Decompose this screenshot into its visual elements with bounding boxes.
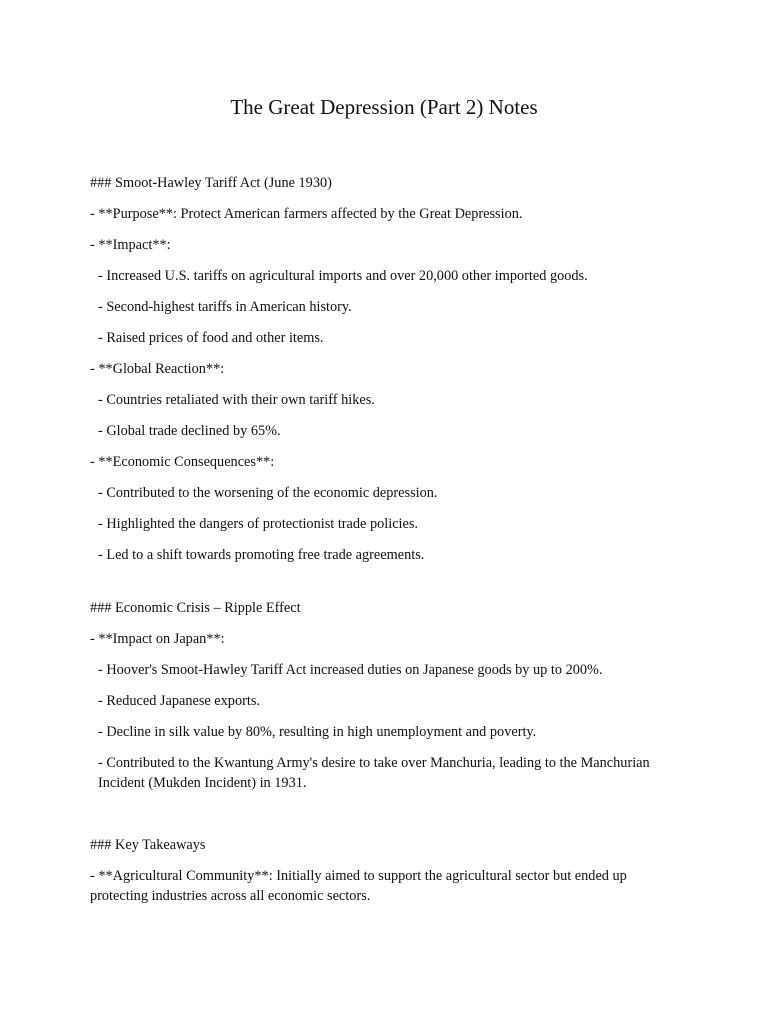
sub-bullet-increased-tariffs: - Increased U.S. tariffs on agricultural imports and over 20,000 other imported goods. [98,268,588,284]
section-heading-smoot-hawley: ### Smoot-Hawley Tariff Act (June 1930) [90,175,332,191]
bullet-global-reaction: - **Global Reaction**: [90,361,225,377]
sub-bullet-silk-decline: - Decline in silk value by 80%, resulting in high unemployment and poverty. [98,724,537,740]
document-body [90,173,680,917]
bullet-agricultural-community: - **Agricultural Community**: Initially aimed to support the agricultural sector but ended up protecting industries across all economic sectors. [90,868,631,904]
sub-bullet-retaliation: - Countries retaliated with their own tariff hikes. [98,392,375,408]
sub-bullet-reduced-exports: - Reduced Japanese exports. [98,693,260,709]
document-title: The Great Depression (Part 2) Notes [230,95,538,119]
section-heading-ripple-effect: ### Economic Crisis – Ripple Effect [90,600,301,616]
bullet-economic-consequences: - **Economic Consequences**: [90,454,275,470]
bullet-impact: - **Impact**: [90,237,171,253]
section-spacer [90,813,680,835]
sub-bullet-second-highest: - Second-highest tariffs in American history. [98,299,352,315]
bullet-purpose: - **Purpose**: Protect American farmers affected by the Great Depression. [90,206,523,222]
section-heading-key-takeaways: ### Key Takeaways [90,837,206,853]
sub-bullet-protectionism: - Highlighted the dangers of protectionist trade policies. [98,516,419,532]
sub-bullet-free-trade: - Led to a shift towards promoting free trade agreements. [98,547,425,563]
sub-bullet-worsening: - Contributed to the worsening of the economic depression. [98,485,438,501]
sub-bullet-trade-decline: - Global trade declined by 65%. [98,423,281,439]
sub-bullet-manchuria: - Contributed to the Kwantung Army's desire to take over Manchuria, leading to the Manchurian Incident (Mukden Incident) in 1931. [98,755,654,791]
sub-bullet-raised-prices: - Raised prices of food and other items. [98,330,324,346]
bullet-impact-japan: - **Impact on Japan**: [90,631,225,647]
sub-bullet-duties: - Hoover's Smoot-Hawley Tariff Act increased duties on Japanese goods by up to 200%. [98,662,603,678]
section-spacer [90,576,680,598]
